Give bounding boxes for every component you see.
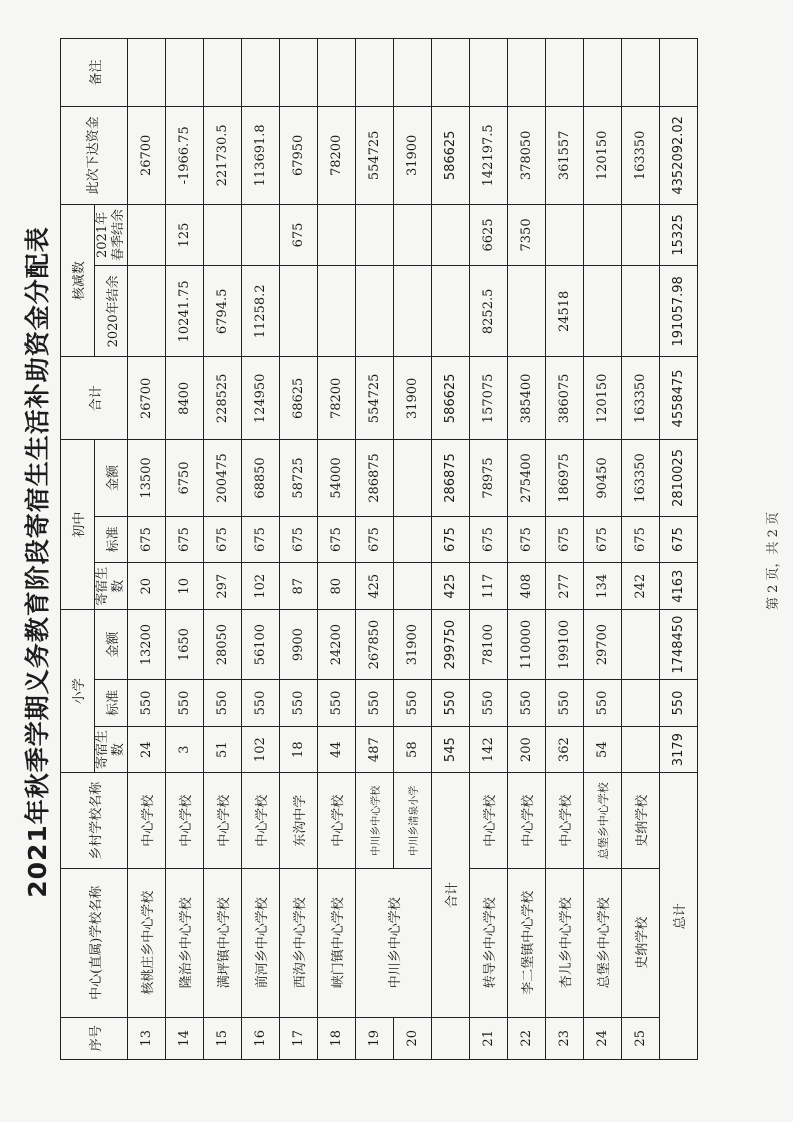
cell-m_amt: 54000 (318, 440, 356, 516)
cell-alloc: 378050 (508, 107, 546, 205)
cell-school: 前河乡中心学校 (242, 869, 280, 1018)
cell-village: 中心学校 (242, 773, 280, 869)
cell-alloc: 4352092.02 (660, 107, 698, 205)
cell-p_amt: 110000 (508, 610, 546, 680)
cell-r2021 (432, 204, 470, 266)
cell-note (242, 39, 280, 107)
cell-p_std: 550 (394, 680, 432, 727)
cell-p_amt: 299750 (432, 610, 470, 680)
cell-p_std: 550 (242, 680, 280, 727)
cell-m_n: 4163 (660, 563, 698, 610)
cell-r2021 (622, 204, 660, 266)
cell-r2020 (128, 266, 166, 357)
cell-r2020 (318, 266, 356, 357)
cell-m_n: 242 (622, 563, 660, 610)
cell-m_amt: 68850 (242, 440, 280, 516)
cell-alloc: -1966.75 (166, 107, 204, 205)
cell-note (204, 39, 242, 107)
cell-note (356, 39, 394, 107)
subtotal-label: 合计 (432, 773, 470, 1017)
header-note: 备注 (61, 39, 128, 107)
cell-m_n: 425 (432, 563, 470, 610)
cell-p_n: 200 (508, 726, 546, 773)
cell-m_std: 675 (128, 516, 166, 563)
cell-m_std: 675 (356, 516, 394, 563)
header-seq: 序号 (61, 1017, 128, 1059)
cell-r2021 (394, 204, 432, 266)
cell-p_amt: 9900 (280, 610, 318, 680)
cell-m_std: 675 (432, 516, 470, 563)
cell-seq: 24 (584, 1017, 622, 1059)
cell-seq: 14 (166, 1017, 204, 1059)
table-row (470, 39, 508, 1060)
cell-r2021: 125 (166, 204, 204, 266)
cell-m_std (394, 516, 432, 563)
cell-school: 史纳学校 (622, 869, 660, 1018)
cell-m_amt: 286875 (356, 440, 394, 516)
cell-note (166, 39, 204, 107)
cell-p_n: 545 (432, 726, 470, 773)
cell-school: 核桃庄乡中心学校 (128, 869, 166, 1018)
page-footer: 第 2 页，共 2 页 (766, 511, 781, 611)
cell-total: 157075 (470, 357, 508, 440)
cell-village: 中心学校 (128, 773, 166, 869)
table-row (508, 39, 546, 1060)
cell-seq: 17 (280, 1017, 318, 1059)
cell-m_n: 10 (166, 563, 204, 610)
cell-p_std (622, 680, 660, 727)
cell-village: 总堡乡中心学校 (584, 773, 622, 869)
header-verify: 核减数 (61, 204, 95, 357)
cell-m_n: 20 (128, 563, 166, 610)
cell-m_std: 675 (546, 516, 584, 563)
cell-r2020 (356, 266, 394, 357)
cell-alloc: 31900 (394, 107, 432, 205)
cell-alloc: 142197.5 (470, 107, 508, 205)
cell-p_amt (622, 610, 660, 680)
cell-alloc: 361557 (546, 107, 584, 205)
cell-m_amt: 186975 (546, 440, 584, 516)
cell-m_n (394, 563, 432, 610)
cell-total: 124950 (242, 357, 280, 440)
cell-school: 转导乡中心学校 (470, 869, 508, 1018)
cell-p_std: 550 (508, 680, 546, 727)
cell-total: 385400 (508, 357, 546, 440)
cell-m_std: 675 (204, 516, 242, 563)
cell-p_n: 102 (242, 726, 280, 773)
cell-p_std: 550 (204, 680, 242, 727)
table-body (128, 39, 698, 1060)
cell-r2021 (318, 204, 356, 266)
cell-alloc: 554725 (356, 107, 394, 205)
cell-village: 东沟中学 (280, 773, 318, 869)
cell-m_amt: 6750 (166, 440, 204, 516)
table-row (242, 39, 280, 1060)
cell-p_amt: 1748450 (660, 610, 698, 680)
cell-r2020 (584, 266, 622, 357)
cell-total: 26700 (128, 357, 166, 440)
cell-total: 554725 (356, 357, 394, 440)
cell-total: 4558475 (660, 357, 698, 440)
cell-seq: 19 (356, 1017, 394, 1059)
cell-m_n: 277 (546, 563, 584, 610)
cell-school: 中川乡中心学校 (356, 869, 432, 1018)
cell-village: 史纳学校 (622, 773, 660, 869)
cell-note (546, 39, 584, 107)
cell-m_amt: 58725 (280, 440, 318, 516)
cell-p_n: 362 (546, 726, 584, 773)
cell-m_std: 675 (622, 516, 660, 563)
cell-p_n: 24 (128, 726, 166, 773)
cell-r2020 (432, 266, 470, 357)
cell-m_amt: 2810025 (660, 440, 698, 516)
cell-m_std: 675 (280, 516, 318, 563)
cell-seq (432, 1017, 470, 1059)
header-verify-2021: 2021年春季结余 (95, 204, 128, 266)
cell-r2020: 11258.2 (242, 266, 280, 357)
cell-note (622, 39, 660, 107)
cell-seq: 21 (470, 1017, 508, 1059)
cell-p_std: 550 (280, 680, 318, 727)
header-primary-amount: 金额 (95, 610, 128, 680)
cell-total: 386075 (546, 357, 584, 440)
cell-m_std: 675 (660, 516, 698, 563)
cell-r2020 (280, 266, 318, 357)
header-verify-2020: 2020年结余 (95, 266, 128, 357)
cell-note (280, 39, 318, 107)
header-middle: 初中 (61, 440, 95, 610)
cell-m_std: 675 (470, 516, 508, 563)
cell-total: 228525 (204, 357, 242, 440)
cell-seq: 25 (622, 1017, 660, 1059)
cell-note (128, 39, 166, 107)
cell-p_std: 550 (318, 680, 356, 727)
cell-note (470, 39, 508, 107)
cell-m_amt: 163350 (622, 440, 660, 516)
cell-m_amt: 13500 (128, 440, 166, 516)
cell-r2021 (128, 204, 166, 266)
cell-m_n: 87 (280, 563, 318, 610)
cell-village: 中心学校 (318, 773, 356, 869)
cell-p_n: 58 (394, 726, 432, 773)
header-primary: 小学 (61, 610, 95, 773)
cell-p_n: 18 (280, 726, 318, 773)
cell-total: 31900 (394, 357, 432, 440)
cell-r2020 (508, 266, 546, 357)
cell-r2021 (204, 204, 242, 266)
cell-m_std: 675 (166, 516, 204, 563)
cell-p_amt: 1650 (166, 610, 204, 680)
header-total: 合计 (61, 357, 128, 440)
cell-alloc: 113691.8 (242, 107, 280, 205)
cell-seq: 18 (318, 1017, 356, 1059)
cell-m_n: 80 (318, 563, 356, 610)
cell-r2021 (546, 204, 584, 266)
cell-p_n: 3179 (660, 726, 698, 773)
cell-total: 163350 (622, 357, 660, 440)
cell-r2021: 15325 (660, 204, 698, 266)
cell-village: 中心学校 (166, 773, 204, 869)
table-row (280, 39, 318, 1060)
cell-r2021 (242, 204, 280, 266)
table-row (546, 39, 584, 1060)
header-middle-amount: 金额 (95, 440, 128, 516)
table-row (166, 39, 204, 1060)
header-primary-standard: 标准 (95, 680, 128, 727)
cell-m_n: 117 (470, 563, 508, 610)
cell-school: 隆治乡中心学校 (166, 869, 204, 1018)
cell-village: 中心学校 (546, 773, 584, 869)
document-title: 2021年秋季学期义务教育阶段寄宿生生活补助资金分配表 (23, 226, 52, 898)
cell-seq: 13 (128, 1017, 166, 1059)
cell-m_amt: 78975 (470, 440, 508, 516)
cell-m_n: 408 (508, 563, 546, 610)
grand-total-label: 总计 (660, 773, 698, 1060)
cell-r2021: 7350 (508, 204, 546, 266)
subtotal-row (432, 39, 470, 1060)
cell-p_n: 3 (166, 726, 204, 773)
cell-r2020: 191057.98 (660, 266, 698, 357)
cell-alloc: 586625 (432, 107, 470, 205)
cell-r2020: 6794.5 (204, 266, 242, 357)
cell-p_amt: 29700 (584, 610, 622, 680)
cell-r2020 (394, 266, 432, 357)
cell-p_n: 51 (204, 726, 242, 773)
cell-m_std: 675 (508, 516, 546, 563)
cell-r2021: 675 (280, 204, 318, 266)
cell-total: 120150 (584, 357, 622, 440)
cell-alloc: 26700 (128, 107, 166, 205)
table-row (204, 39, 242, 1060)
header-middle-boarders: 寄宿生数 (95, 563, 128, 610)
cell-p_std: 550 (470, 680, 508, 727)
header-allocation: 此次下达资金 (61, 107, 128, 205)
cell-seq: 15 (204, 1017, 242, 1059)
header-village: 乡村学校名称 (61, 773, 128, 869)
cell-p_n: 487 (356, 726, 394, 773)
cell-note (394, 39, 432, 107)
cell-p_amt: 56100 (242, 610, 280, 680)
cell-p_amt: 24200 (318, 610, 356, 680)
cell-m_amt (394, 440, 432, 516)
cell-school: 总堡乡中心学校 (584, 869, 622, 1018)
cell-note (508, 39, 546, 107)
cell-total: 68625 (280, 357, 318, 440)
cell-school: 满坪镇中心学校 (204, 869, 242, 1018)
cell-p_n: 44 (318, 726, 356, 773)
cell-village: 中心学校 (204, 773, 242, 869)
cell-school: 峡门镇中心学校 (318, 869, 356, 1018)
cell-m_n: 102 (242, 563, 280, 610)
cell-seq: 16 (242, 1017, 280, 1059)
cell-seq: 23 (546, 1017, 584, 1059)
header-school: 中心(直属)学校名称 (61, 869, 128, 1018)
cell-seq: 20 (394, 1017, 432, 1059)
cell-village: 中心学校 (470, 773, 508, 869)
cell-seq: 22 (508, 1017, 546, 1059)
cell-p_n: 142 (470, 726, 508, 773)
cell-p_std: 550 (584, 680, 622, 727)
cell-p_amt: 31900 (394, 610, 432, 680)
cell-p_std: 550 (432, 680, 470, 727)
cell-m_amt: 286875 (432, 440, 470, 516)
cell-p_std: 550 (546, 680, 584, 727)
cell-alloc: 221730.5 (204, 107, 242, 205)
cell-m_std: 675 (584, 516, 622, 563)
cell-total: 8400 (166, 357, 204, 440)
cell-p_amt: 199100 (546, 610, 584, 680)
cell-alloc: 163350 (622, 107, 660, 205)
cell-total: 78200 (318, 357, 356, 440)
cell-m_amt: 275400 (508, 440, 546, 516)
cell-m_amt: 90450 (584, 440, 622, 516)
table-row (356, 39, 394, 1060)
cell-m_n: 425 (356, 563, 394, 610)
cell-r2020: 10241.75 (166, 266, 204, 357)
cell-r2021: 6625 (470, 204, 508, 266)
cell-r2020: 24518 (546, 266, 584, 357)
cell-village: 中心学校 (508, 773, 546, 869)
cell-r2020 (622, 266, 660, 357)
cell-r2021 (584, 204, 622, 266)
table-row (584, 39, 622, 1060)
cell-alloc: 120150 (584, 107, 622, 205)
table-row (622, 39, 660, 1060)
cell-school: 杏儿乡中心学校 (546, 869, 584, 1018)
cell-r2020: 8252.5 (470, 266, 508, 357)
cell-p_std: 550 (128, 680, 166, 727)
cell-note (432, 39, 470, 107)
cell-total: 586625 (432, 357, 470, 440)
cell-m_std: 675 (242, 516, 280, 563)
cell-m_n: 134 (584, 563, 622, 610)
cell-note (318, 39, 356, 107)
cell-village: 中川乡清泉小学 (394, 773, 432, 869)
cell-school: 西沟乡中心学校 (280, 869, 318, 1018)
header-middle-standard: 标准 (95, 516, 128, 563)
cell-r2021 (356, 204, 394, 266)
table-row (128, 39, 166, 1060)
header-primary-boarders: 寄宿生数 (95, 726, 128, 773)
cell-p_amt: 267850 (356, 610, 394, 680)
cell-note (660, 39, 698, 107)
cell-m_std: 675 (318, 516, 356, 563)
cell-p_std: 550 (166, 680, 204, 727)
cell-p_std: 550 (660, 680, 698, 727)
table-row (318, 39, 356, 1060)
cell-alloc: 67950 (280, 107, 318, 205)
cell-p_n (622, 726, 660, 773)
cell-village: 中川乡中心学校 (356, 773, 394, 869)
cell-m_n: 297 (204, 563, 242, 610)
cell-school: 李二堡镇中心学校 (508, 869, 546, 1018)
grand-total-row (660, 39, 698, 1060)
cell-note (584, 39, 622, 107)
cell-p_n: 54 (584, 726, 622, 773)
cell-alloc: 78200 (318, 107, 356, 205)
cell-p_amt: 78100 (470, 610, 508, 680)
cell-m_amt: 200475 (204, 440, 242, 516)
allocation-table (60, 38, 698, 1060)
cell-p_amt: 13200 (128, 610, 166, 680)
cell-p_std: 550 (356, 680, 394, 727)
cell-p_amt: 28050 (204, 610, 242, 680)
